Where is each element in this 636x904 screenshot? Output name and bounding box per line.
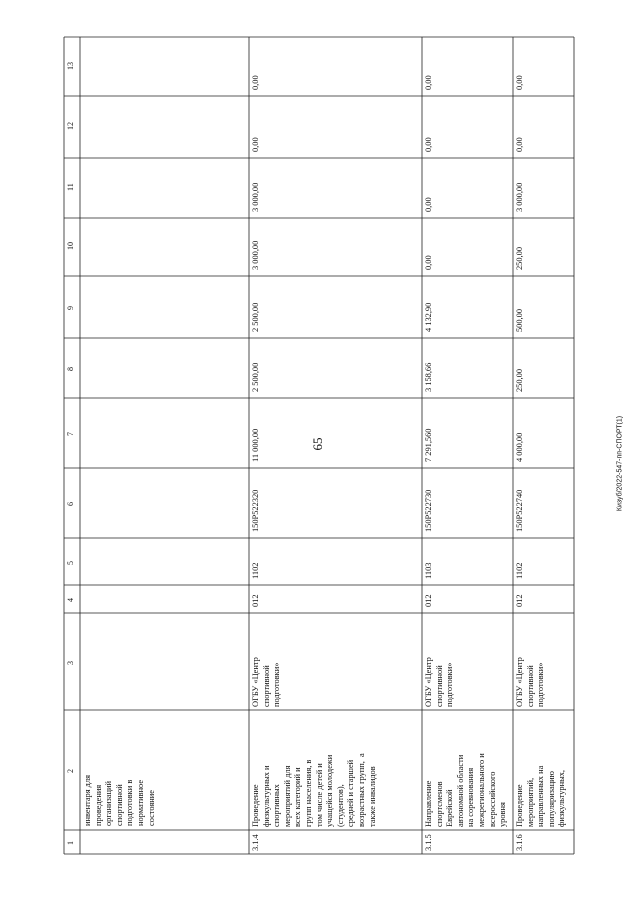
table-cell-y2: 500,00 — [515, 308, 524, 332]
table-cell-total: 11 000,00 — [251, 428, 260, 462]
table-cell-rzpr: 1103 — [424, 562, 433, 579]
table-cell-executor: ОГБУ «Центр спортивной подготовки» — [424, 657, 455, 707]
column-header: 6 — [66, 502, 75, 506]
table-cell-y4: 0,00 — [424, 197, 433, 212]
column-header: 2 — [66, 769, 75, 773]
column-header: 7 — [66, 432, 75, 436]
table-cell-y1: 250,00 — [515, 368, 524, 392]
table-cell-y1: 3 158,66 — [424, 362, 433, 392]
table-cell-y6: 0,00 — [515, 75, 524, 90]
table-cell-y4: 3 000,00 — [515, 182, 524, 212]
table-cell-executor: ОГБУ «Центр спортивной подготовки» — [251, 657, 282, 707]
table-cell-num: 3.1.4 — [251, 834, 260, 851]
table-cell-name: Проведение физкультурных и спортивных мероприятий для всех категорий и групп населения, в том числе детей и учащейся молодежи (студентов), средней и старшей возрастных групп, а также инвалидов — [251, 753, 377, 827]
table-cell-y1: 2 500,00 — [251, 362, 260, 392]
column-header: 8 — [66, 367, 75, 371]
column-header: 5 — [66, 560, 75, 565]
column-header: 12 — [66, 122, 75, 130]
table-cell-rzpr: 1102 — [251, 562, 260, 579]
continuation-text: инвентаря для проведения организаций спортивной подготовки в нормативное состояние — [83, 775, 156, 826]
table-cell-csr: 150Р522320 — [251, 489, 260, 532]
table-cell-y5: 0,00 — [251, 137, 260, 152]
column-header: 10 — [66, 242, 75, 250]
table-cell-grbs: 012 — [251, 594, 260, 607]
table-cell-total: 7 291,560 — [424, 428, 433, 462]
table-cell-total: 4 000,00 — [515, 432, 524, 462]
table-cell-name: Проведение мероприятий, направленных на популяризацию физкультурных, — [515, 765, 567, 827]
table-cell-csr: 150Р522740 — [515, 489, 524, 532]
table-cell-y3: 0,00 — [424, 255, 433, 270]
column-header: 1 — [66, 841, 75, 845]
table-cell-y2: 2 500,00 — [251, 302, 260, 332]
column-header: 13 — [66, 61, 75, 70]
column-header: 11 — [66, 183, 75, 191]
table-cell-y6: 0,00 — [424, 75, 433, 90]
table-cell-executor: ОГБУ «Центр спортивной подготовки» — [515, 657, 546, 707]
table-cell-y2: 4 132,90 — [424, 302, 433, 332]
table-cell-csr: 150Р522730 — [424, 489, 433, 532]
column-header: 9 — [66, 306, 75, 310]
table-cell-y6: 0,00 — [251, 75, 260, 90]
column-header: 4 — [66, 598, 75, 602]
page-number: 65 — [310, 437, 325, 451]
table-cell-grbs: 012 — [515, 594, 524, 607]
table-cell-name: Направление спортсменов Еврейской автономной области на соревнования межрегионального и всероссийского уровня — [424, 753, 508, 827]
table-cell-num: 3.1.6 — [515, 834, 524, 851]
table-cell-y5: 0,00 — [515, 137, 524, 152]
table-cell-num: 3.1.5 — [424, 834, 433, 851]
table-cell-y5: 0,00 — [424, 137, 433, 152]
table-cell-y3: 250,00 — [515, 246, 524, 270]
table-cell-rzpr: 1102 — [515, 562, 524, 579]
document-code: Кизуб/2022-547-пп-СПОРТ(1) — [616, 415, 624, 512]
table-cell-y4: 3 000,00 — [251, 182, 260, 212]
table-cell-y3: 3 000,00 — [251, 240, 260, 270]
table-cell-grbs: 012 — [424, 594, 433, 607]
column-header: 3 — [66, 660, 75, 665]
